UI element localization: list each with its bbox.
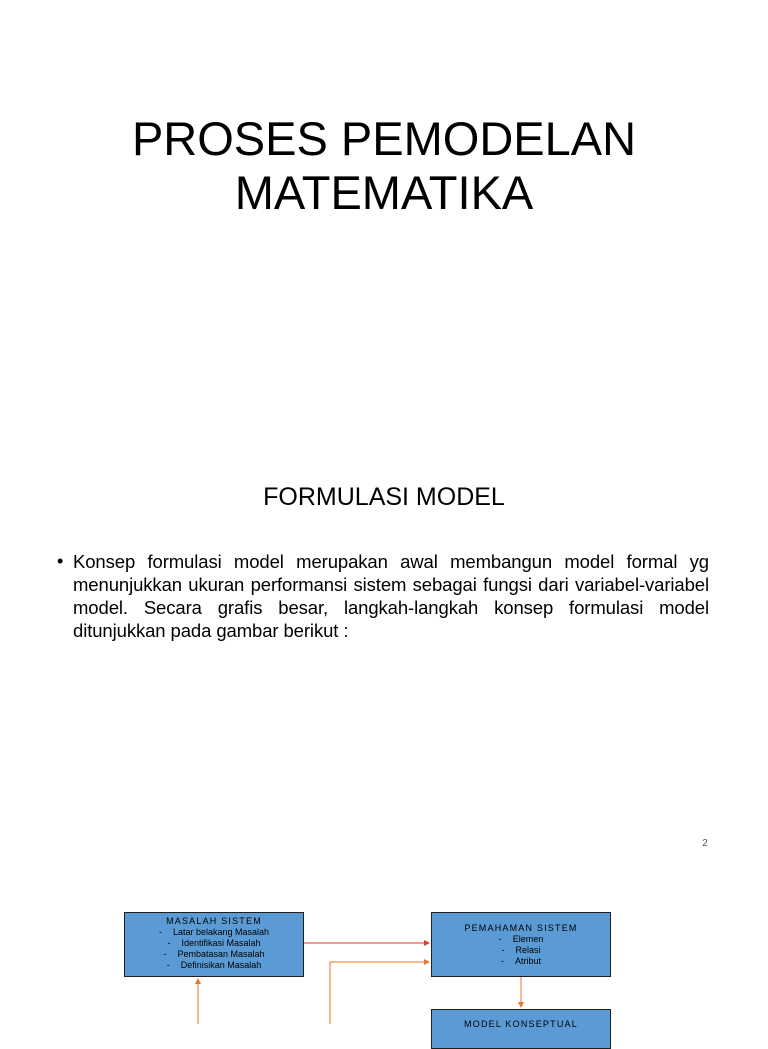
section-heading: FORMULASI MODEL [263,483,505,511]
box-pemahaman-sistem [431,912,611,977]
arrow-feedback-to-pemahaman [330,962,429,1024]
list-item: - Identifikasi Masalah [125,938,303,949]
box-title: MODEL KONSEPTUAL [464,1019,578,1029]
list-item: - Atribut [432,956,610,967]
bullet-dot-icon: • [57,551,64,571]
box-title: PEMAHAMAN SISTEM [464,923,578,933]
slide-title-line1: PROSES PEMODELAN [131,112,637,165]
list-item: - Definisikan Masalah [125,960,303,971]
list-item: - Pembatasan Masalah [125,949,303,960]
list-item: - Relasi [432,945,610,956]
list-item: - Latar belakang Masalah [125,927,303,938]
page-number: 2 [702,838,708,849]
bullet-text: Konsep formulasi model merupakan awal membangun model formal yg menunjukkan ukuran performansi sistem sebagai fungsi dari variabel-variabel model. Secara grafis besar, langkah-langkah konsep formulasi model ditunjukkan pada gambar berikut : [73,551,709,641]
box-model-konseptual [431,1009,611,1049]
box-title: MASALAH SISTEM [166,916,262,926]
slide-title-line2: MATEMATIKA [234,166,534,219]
list-item: - Elemen [432,934,610,945]
box-masalah-sistem [124,912,304,977]
